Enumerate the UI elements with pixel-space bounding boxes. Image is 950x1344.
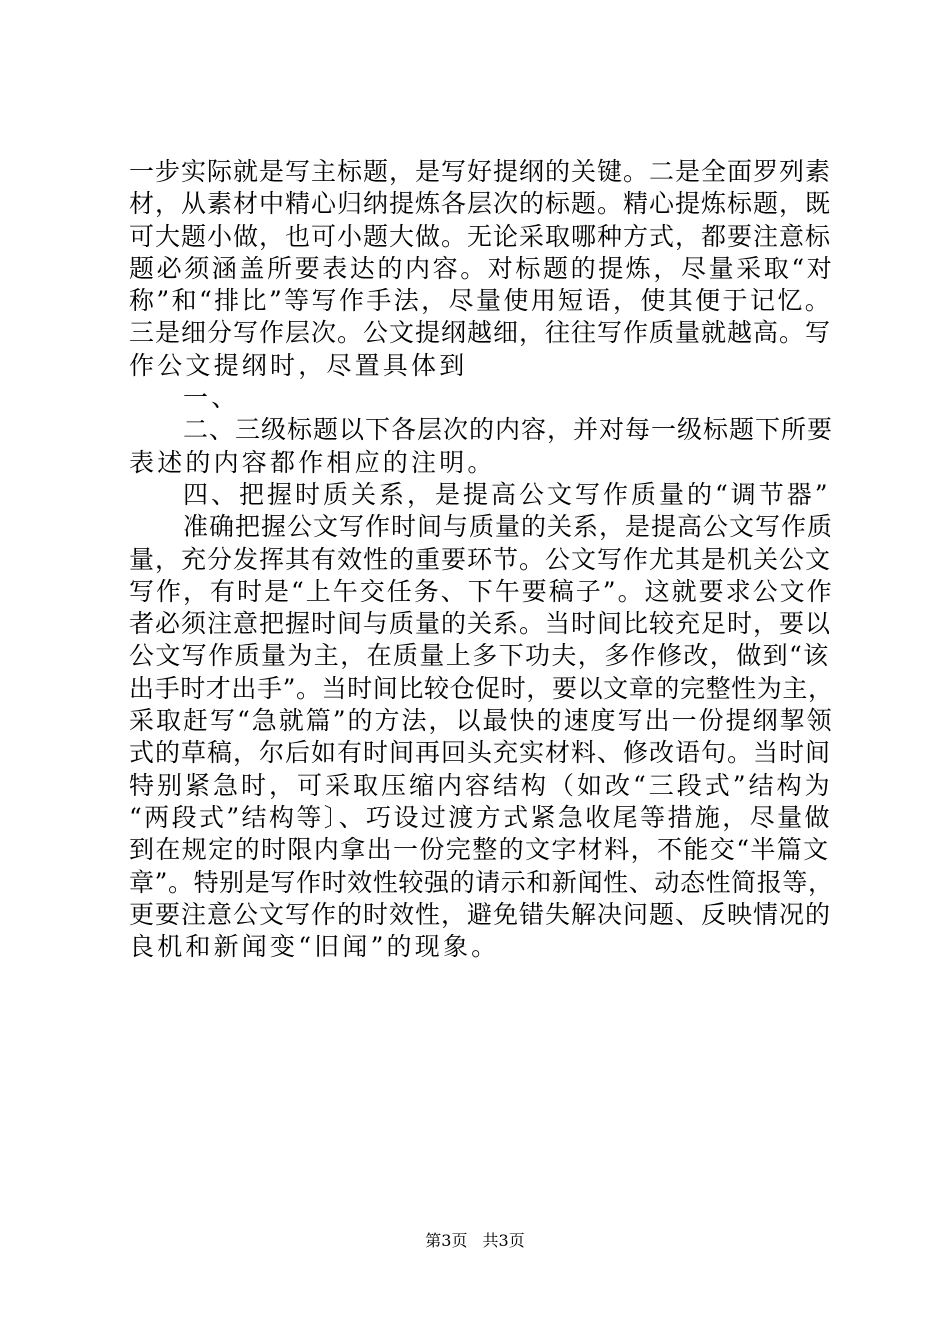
- text-line: 三是细分写作层次。公文提纲越细，往往写作质量就越高。写: [129, 318, 832, 348]
- text-line: 可大题小做，也可小题大做。无论采取哪种方式，都要注意标: [129, 221, 832, 251]
- text-line: 到在规定的时限内拿出一份完整的文字材料，不能交“半篇文: [129, 835, 830, 865]
- page-footer: [0, 1231, 950, 1251]
- text-line: 准确把握公文写作时间与质量的关系，是提高公文写作质: [183, 512, 834, 542]
- text-line: 一、: [183, 383, 240, 413]
- text-line: 章”。特别是写作时效性较强的请示和新闻性、动态性简报等，: [129, 867, 834, 897]
- document-body: [129, 156, 835, 963]
- text-line: 一步实际就是写主标题，是写好提纲的关键。二是全面罗列素: [129, 157, 832, 186]
- text-line: 公文写作质量为主，在质量上多下功夫，多作修改，做到“该: [129, 641, 830, 671]
- text-line: 者必须注意把握时间与质量的关系。当时间比较充足时，要以: [129, 609, 832, 639]
- text-line: 表述的内容都作相应的注明。: [129, 447, 496, 477]
- text-line: 式的草稿，尔后如有时间再回头充实材料、修改语句。当时间: [129, 738, 832, 768]
- text-line: 更要注意公文写作的时效性，避免错失解决问题、反映情况的: [129, 899, 832, 929]
- page-total: 共3页: [482, 1231, 525, 1250]
- text-line: 采取赶写“急就篇”的方法，以最快的速度写出一份提纲挈领: [129, 706, 834, 736]
- text-line: “两段式”结构等〕、巧设过渡方式紧急收尾等措施，尽量做: [129, 802, 832, 832]
- text-line: 写作，有时是“上午交任务、下午要稿子”。这就要求公文作: [129, 576, 834, 606]
- text-line: 作公文提纲时，尽置具体到: [129, 350, 468, 380]
- text-line: 称”和“排比”等写作手法，尽量使用短语，使其便于记忆。: [129, 286, 833, 316]
- text-line: 材，从素材中精心归纳提炼各层次的标题。精心提炼标题，既: [129, 189, 832, 219]
- text-line: 四、把握时质关系，是提高公文写作质量的“调节器”: [183, 479, 831, 509]
- text-line: 良机和新闻变“旧闻”的现象。: [129, 932, 500, 962]
- text-line: 量，充分发挥其有效性的重要环节。公文写作尤其是机关公文: [129, 544, 832, 574]
- text-line: 题必须涵盖所要表达的内容。对标题的提炼，尽量采取“对: [129, 253, 835, 283]
- text-line: 二、三级标题以下各层次的内容，并对每一级标题下所要: [183, 415, 834, 445]
- text-line: 出手时才出手”。当时间比较仓促时，要以文章的完整性为主，: [129, 673, 834, 703]
- text-line: 特别紧急时，可采取压缩内容结构（如改“三段式”结构为: [129, 770, 833, 800]
- page-number: 第3页: [425, 1231, 468, 1250]
